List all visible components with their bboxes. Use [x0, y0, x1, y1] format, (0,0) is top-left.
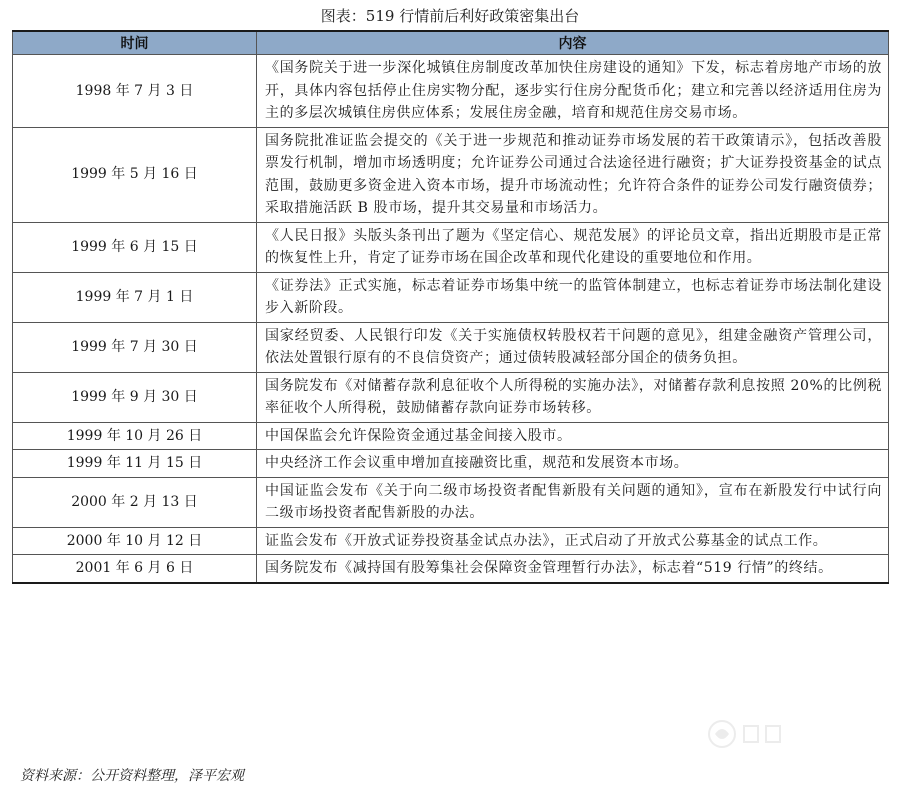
row-time: 2001 年 6 月 6 日 — [13, 555, 257, 583]
table-row — [13, 477, 889, 527]
row-content: 证监会发布《开放式证券投资基金试点办法》，正式启动了开放式公募基金的试点工作。 — [257, 527, 889, 555]
row-time: 1999 年 7 月 1 日 — [13, 272, 257, 322]
table-row — [13, 422, 889, 450]
table-row — [13, 372, 889, 422]
row-content: 国务院发布《减持国有股筹集社会保障资金管理暂行办法》，标志着“519 行情”的终结。 — [257, 555, 889, 583]
row-content: 国务院发布《对储蓄存款利息征收个人所得税的实施办法》，对储蓄存款利息按照 20%的比例税率征收个人所得税，鼓励储蓄存款向证券市场转移。 — [257, 372, 889, 422]
column-header-time: 时间 — [13, 31, 257, 55]
row-content: 中国保监会允许保险资金通过基金间接入股市。 — [257, 422, 889, 450]
table-row — [13, 272, 889, 322]
table-row — [13, 222, 889, 272]
table-row — [13, 322, 889, 372]
row-content: 《证券法》正式实施，标志着证券市场集中统一的监管体制建立，也标志着证券市场法制化建设步入新阶段。 — [257, 272, 889, 322]
row-time: 1999 年 9 月 30 日 — [13, 372, 257, 422]
table-row — [13, 55, 889, 128]
row-time: 2000 年 2 月 13 日 — [13, 477, 257, 527]
row-time: 1998 年 7 月 3 日 — [13, 55, 257, 128]
source-note: 资料来源：公开资料整理，泽平宏观 — [20, 768, 244, 784]
table-row — [13, 527, 889, 555]
row-time: 1999 年 7 月 30 日 — [13, 322, 257, 372]
row-content: 中央经济工作会议重申增加直接融资比重，规范和发展资本市场。 — [257, 450, 889, 478]
row-content: 《人民日报》头版头条刊出了题为《坚定信心、规范发展》的评论员文章，指出近期股市是正常的恢复性上升，肯定了证券市场在国企改革和现代化建设的重要地位和作用。 — [257, 222, 889, 272]
row-content: 国务院批准证监会提交的《关于进一步规范和推动证券市场发展的若干政策请示》，包括改善股票发行机制，增加市场透明度；允许证券公司通过合法途径进行融资；扩大证券投资基金的试点范围，鼓励更多资金进入资本市场，提升市场流动性；允许符合条件的证券公司发行融资债券；采取措施活跃 B 股市场，提升其交易量和市场活力。 — [257, 127, 889, 222]
table-row — [13, 127, 889, 222]
policy-table-wrapper — [12, 30, 888, 584]
row-content: 《国务院关于进一步深化城镇住房制度改革加快住房建设的通知》下发，标志着房地产市场的放开，具体内容包括停止住房实物分配，逐步实行住房分配货币化；建立和完善以经济适用住房为主的多层次城镇住房供应体系；发展住房金融，培育和规范住房交易市场。 — [257, 55, 889, 128]
policy-table — [12, 30, 889, 584]
row-time: 2000 年 10 月 12 日 — [13, 527, 257, 555]
row-time: 1999 年 6 月 15 日 — [13, 222, 257, 272]
column-header-content: 内容 — [257, 31, 889, 55]
row-content: 国家经贸委、人民银行印发《关于实施债权转股权若干问题的意见》，组建金融资产管理公司，依法处置银行原有的不良信贷资产；通过债转股减轻部分国企的债务负担。 — [257, 322, 889, 372]
row-time: 1999 年 10 月 26 日 — [13, 422, 257, 450]
table-row — [13, 555, 889, 583]
row-time: 1999 年 5 月 16 日 — [13, 127, 257, 222]
watermark-logo-icon — [704, 714, 824, 754]
row-content: 中国证监会发布《关于向二级市场投资者配售新股有关问题的通知》，宣布在新股发行中试行向二级市场投资者配售新股的办法。 — [257, 477, 889, 527]
table-row — [13, 450, 889, 478]
figure-title: 图表：519 行情前后利好政策密集出台 — [320, 7, 580, 25]
table-header-row — [13, 31, 889, 55]
row-time: 1999 年 11 月 15 日 — [13, 450, 257, 478]
